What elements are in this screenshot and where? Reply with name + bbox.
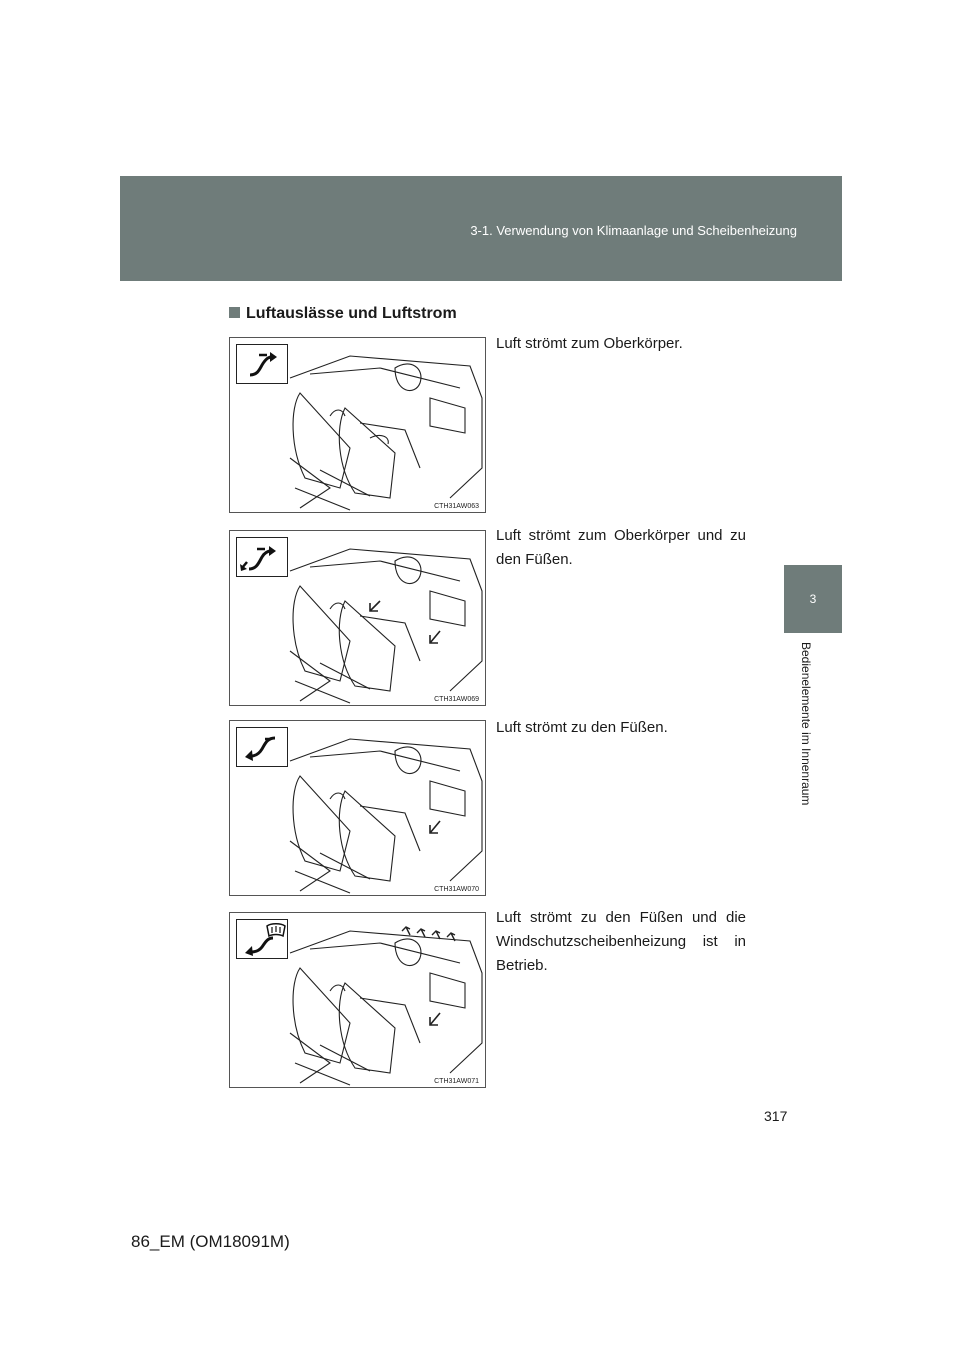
- description-foot-vent: Luft strömt zu den Füßen.: [496, 719, 668, 736]
- description-foot-defrost: Luft strömt zu den Füßen und die Windschutzscheibenheizung ist in Betrieb.: [496, 909, 746, 974]
- chapter-number: 3: [809, 592, 817, 606]
- chapter-side-label: Bedienelemente im Innenraum: [799, 642, 813, 806]
- figure-bi-level-vent: [229, 530, 486, 706]
- figure-face-vent: [229, 337, 486, 513]
- figure-foot-defrost: [229, 912, 486, 1088]
- chapter-side-tab: [784, 565, 842, 633]
- section-title: [229, 305, 457, 323]
- chapter-header-title: 3-1. Verwendung von Klimaanlage und Scheibenheizung: [470, 223, 797, 238]
- figure-code: CTH31AW063: [434, 503, 479, 510]
- section-title-text: Luftauslässe und Luftstrom: [246, 305, 457, 322]
- description-bi-level-vent: Luft strömt zum Oberkörper und zu den Füßen.: [496, 527, 746, 568]
- figure-code: CTH31AW070: [434, 886, 479, 893]
- foot-defrost-icon: [236, 919, 288, 959]
- foot-vent-icon: [236, 727, 288, 767]
- bi-level-vent-icon: [236, 537, 288, 577]
- figure-code: CTH31AW071: [434, 1078, 479, 1085]
- figure-foot-vent: [229, 720, 486, 896]
- description-face-vent: Luft strömt zum Oberkörper.: [496, 335, 683, 352]
- chapter-header-bar: [120, 176, 842, 281]
- section-bullet-icon: [229, 307, 240, 318]
- footer-document-code: 86_EM (OM18091M): [131, 1232, 290, 1251]
- page-number: 317: [764, 1108, 788, 1124]
- face-vent-icon: [236, 344, 288, 384]
- figure-code: CTH31AW069: [434, 696, 479, 703]
